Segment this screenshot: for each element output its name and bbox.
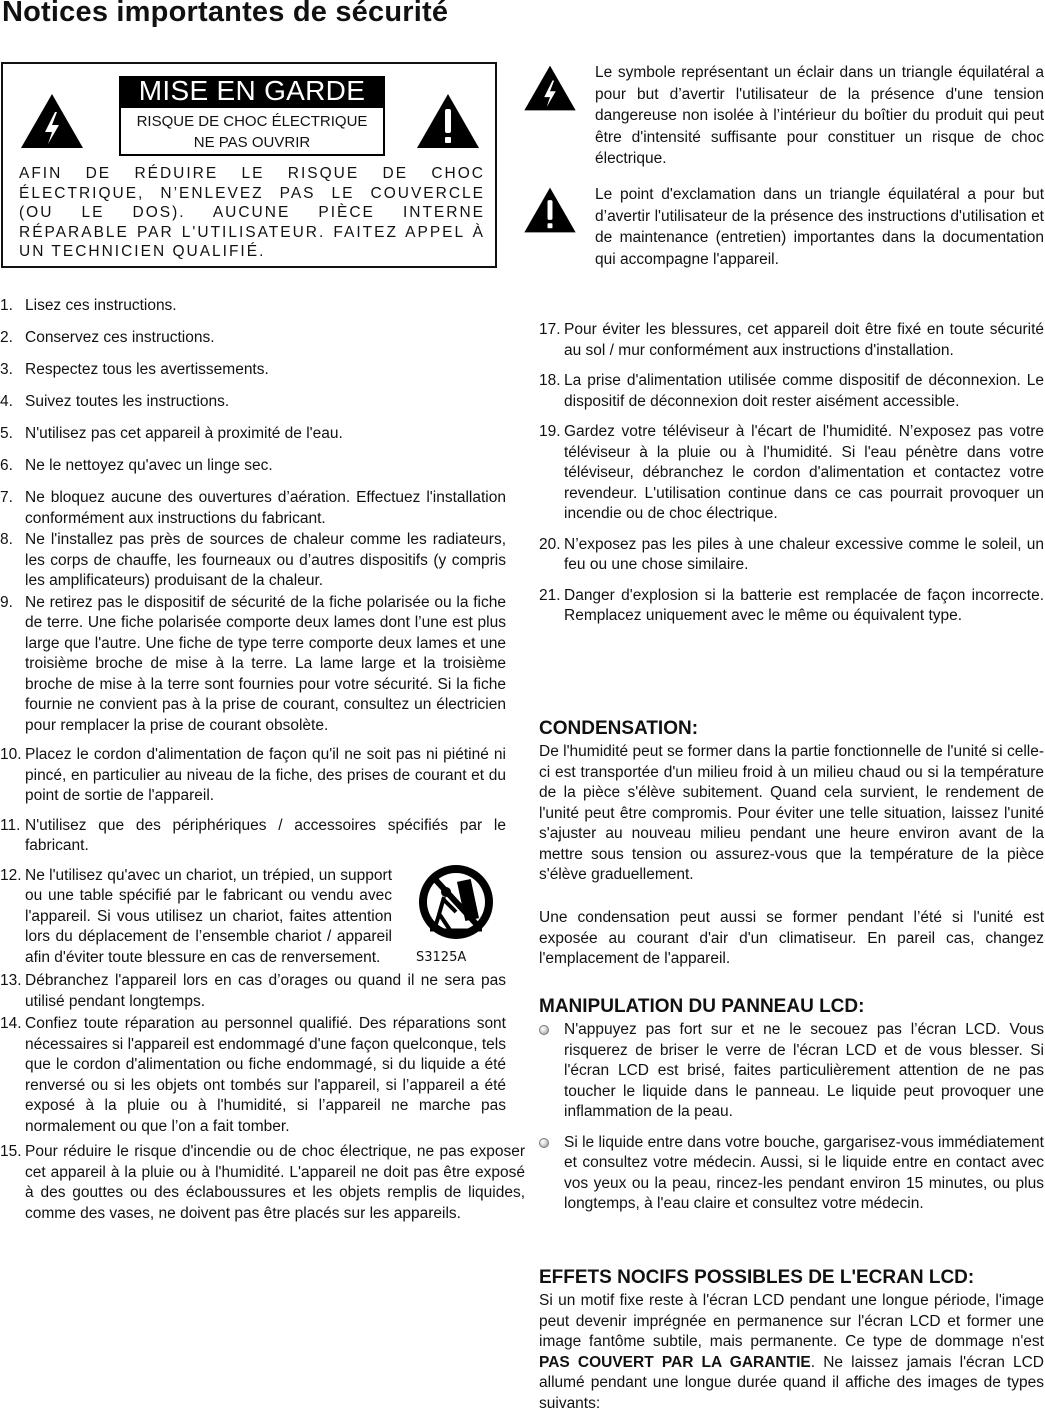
lcd-effects-paragraph: Si un motif fixe reste à l'écran LCD pendant une longue période, l'image peut devenir imprégnée en permanence sur l'écran LCD et former une image fantôme subtile, mais permanente. Ce type de dommage n'est PAS COUVERT PAR LA GARANTIE. Ne laissez jamais l'écran LCD allumé pendant une longue durée quand il affiche des images de types suivants:	[539, 1292, 1044, 1412]
exclamation-symbol-icon	[522, 186, 578, 234]
list-item: 14. Confiez toute réparation au personnel qualifié. Des réparations sont nécessaires si l'appareil est endommagé d'une façon quelconque, tels que le cordon d'alimentation ou fiche endommagé, si du liquide a été renversé ou si les objets ont tombés sur l'appareil, si l’appareil a été exposé à la pluie ou à l'humidité, si l’appareil ne marche pas normalement ou que l’on a fait tomber.	[0, 1015, 506, 1135]
list-item: 7. Ne bloquez aucune des ouvertures d’aération. Effectuez l'installation conformément aux instructions du fabricant.	[0, 489, 506, 527]
cart-tipover-icon	[416, 860, 496, 944]
bullet-icon	[539, 1138, 549, 1148]
shock-risk-line1: RISQUE DE CHOC ÉLECTRIQUE	[136, 113, 368, 130]
list-item: Si le liquide entre dans votre bouche, gargarisez-vous immédiatement et consultez votre médecin. Aussi, si le liquide entre en contact avec vos yeux ou la peau, rincez-les pendant environ 15 minutes, ou plus longtemps, à l'eau claire et consultez votre médecin.	[539, 1133, 1044, 1215]
warranty-not-covered: PAS COUVERT PAR LA GARANTIE	[539, 1353, 811, 1371]
condensation-heading: CONDENSATION:	[539, 718, 699, 739]
condensation-paragraph-1: De l'humidité peut se former dans la partie fonctionnelle de l'unité si celle-ci est transportée d'un milieu froid à un milieu chaud ou si la température de la pièce s'élève subitement. Quand cela survient, le rendement de l'unité peut être compromis. Pour éviter une telle situation, laissez l'unité s'ajuster au nouveau milieu pendant une heure environ avant de la mettre sous tension ou assurez-vous que la température de la pièce s'élève graduellement.	[539, 743, 1044, 883]
list-item: 8. Ne l'installez pas près de sources de chaleur comme les radiateurs, les corps de chauffe, les fourneaux ou d’autres dispositifs (y compris les amplificateurs) produisant de la chaleur.	[0, 531, 506, 589]
page-title: Notices importantes de sécurité	[2, 0, 449, 28]
lightning-warning-icon	[19, 92, 85, 150]
lightning-symbol-text: Le symbole représentant un éclair dans un triangle équilatéral a pour but d’avertir l'utilisateur de la présence d'une tension dangereuse non isolée à l’intérieur du boîtier du produit qui peut être d'intensité suffisante pour constituer un risque de choc électrique.	[595, 64, 1044, 167]
list-item: 4. Suivez toutes les instructions.	[0, 393, 230, 410]
list-item: 10. Placez le cordon d'alimentation de façon qu'il ne soit pas ni piétiné ni pincé, en particulier au niveau de la fiche, des prises de courant et du point de sortie de l'appareil.	[0, 746, 506, 804]
shock-risk-line2: NE PAS OUVRIR	[193, 134, 311, 151]
list-item: 11. N'utilisez que des périphériques / accessoires spécifiés par le fabricant.	[0, 816, 506, 854]
warning-text: AFIN DE RÉDUIRE LE RISQUE DE CHOC ÉLECTRIQUE, N’ENLEVEZ PAS LE COUVERCLE (OU LE DOS). AUCUNE PIÈCE INTERNE RÉPARABLE PAR L'UTILISATEUR. FAITEZ APPEL À UN TECHNICIEN QUALIFIÉ.	[19, 165, 485, 260]
exclamation-symbol-text: Le point d'exclamation dans un triangle équilatéral a pour but d’avertir l'utilisateur de la présence des instructions d'utilisation et de maintenance (entretien) importantes dans la documentation qui accompagne l'appareil.	[595, 186, 1044, 268]
list-item: 21. Danger d'explosion si la batterie est remplacée de façon incorrecte. Remplacez uniquement avec le même ou équivalent type.	[539, 586, 1044, 624]
instructions-right-list	[539, 320, 1044, 627]
warning-box	[1, 62, 497, 268]
list-item: 6. Ne le nettoyez qu'avec un linge sec.	[0, 457, 273, 474]
list-item: 17. Pour éviter les blessures, cet appareil doit être fixé en toute sécurité au sol / mur conformément aux instructions d'installation.	[539, 321, 1044, 359]
list-item-cart: 12. S3125A Ne l'utilisez qu'avec un chariot, un trépied, un support ou une table spécifié par le fabricant ou vendu avec l'appareil. Si vous utilisez un chariot, faites attention lors du déplacement de l’ensemble chariot / appareil afin d'éviter toute blessure en cas de renversement.	[0, 866, 506, 969]
list-item: 2. Conservez ces instructions.	[0, 329, 215, 346]
list-item: 5. N'utilisez pas cet appareil à proximité de l'eau.	[0, 425, 343, 442]
lcd-handling-heading: MANIPULATION DU PANNEAU LCD:	[539, 996, 865, 1017]
lcd-handling-list	[539, 1020, 1044, 1215]
list-item: 9. Ne retirez pas le dispositif de sécurité de la fiche polarisée ou la fiche de terre. Une fiche polarisée comporte deux lames dont l’une est plus large que l'autre. Une fiche de type terre comporte deux lames et une troisième broche de mise à la terre. La lame large et la troisième broche de mise à la terre sont fournies pour votre sécurité. Si la fiche fournie ne convient pas à la prise de courant, consultez un électricien pour remplacer la prise de courant obsolète.	[0, 593, 506, 734]
list-item: 1. Lisez ces instructions.	[0, 297, 177, 314]
cart-symbol-label: S3125A	[416, 949, 467, 965]
list-item: 15. Pour réduire le risque d'incendie ou de choc électrique, ne pas exposer cet appareil à la pluie ou à l'humidité. L'appareil ne doit pas être exposé à des gouttes ou des éclaboussures et les objets remplis de liquides, comme des vases, ne doivent pas être placés sur les appareils.	[0, 1143, 525, 1222]
exclamation-warning-icon	[415, 92, 481, 150]
list-item: 13. Débranchez l'appareil lors en cas d’orages ou quand il ne sera pas utilisé pendant longtemps.	[0, 972, 506, 1010]
cart-warning-symbol	[400, 866, 512, 970]
lightning-symbol-icon	[522, 64, 578, 112]
list-item: 18. La prise d'alimentation utilisée comme dispositif de déconnexion. Le dispositif de déconnexion doit rester aisément accessible.	[539, 372, 1044, 410]
list-item: 3. Respectez tous les avertissements.	[0, 361, 269, 378]
bullet-icon	[539, 1025, 549, 1035]
shock-risk-label	[119, 106, 385, 156]
instructions-left-list	[0, 296, 525, 1224]
list-item: 19. Gardez votre téléviseur à l'écart de l'humidité. N’exposez pas votre téléviseur à la pluie ou à l'humidité. Si l'eau pénètre dans votre téléviseur, débranchez le cordon d'alimentation et contactez votre revendeur. L'utilisation continue dans ce cas pourrait provoquer un incendie ou de choc électrique.	[539, 423, 1044, 522]
list-item: 20. N’exposez pas les piles à une chaleur excessive comme le soleil, un feu ou une chose similaire.	[539, 535, 1044, 573]
list-item: N'appuyez pas fort sur et ne le secouez pas l’écran LCD. Vous risquerez de briser le verre de l'écran LCD et de vous blesser. Si l'écran LCD est brisé, faites particulièrement attention de ne pas toucher le liquide dans le panneau. Le liquide peut provoquer une inflammation de la peau.	[539, 1020, 1044, 1123]
caution-header: MISE EN GARDE	[119, 76, 385, 106]
condensation-paragraph-2: Une condensation peut aussi se former pendant l’été si l'unité est exposée au courant d'air d'un climatiseur. En pareil cas, changez l'emplacement de l'appareil.	[539, 909, 1044, 967]
lcd-effects-heading: EFFETS NOCIFS POSSIBLES DE L'ECRAN LCD:	[539, 1267, 975, 1288]
